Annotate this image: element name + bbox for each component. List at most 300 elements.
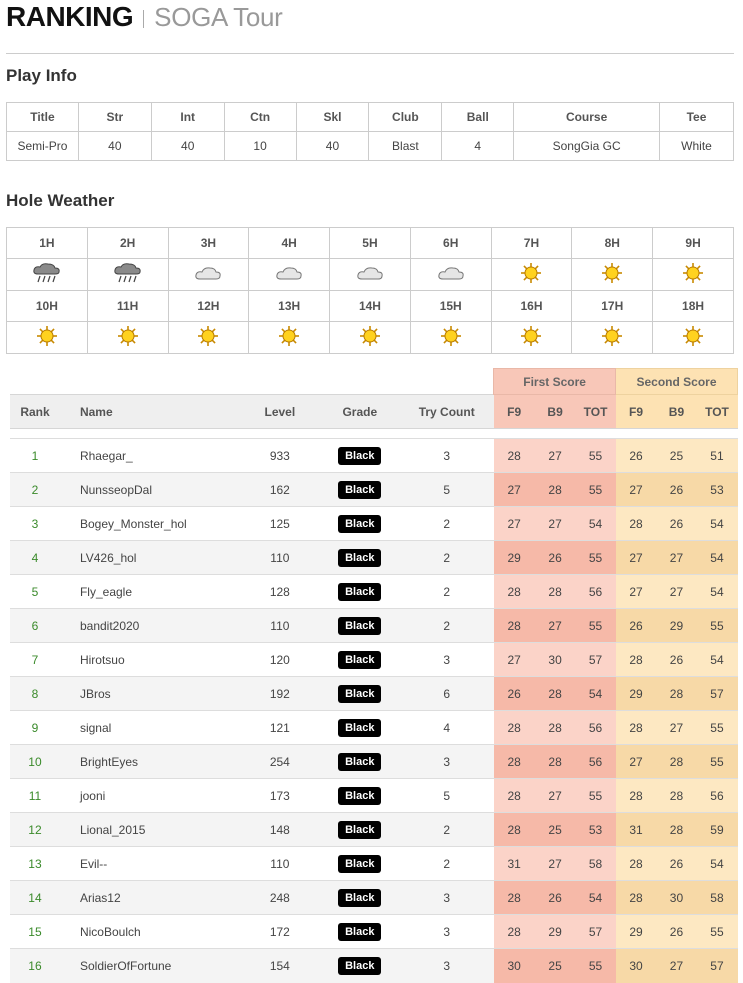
player-name: NunsseopDal: [60, 473, 240, 507]
level-cell: 120: [240, 643, 320, 677]
weather-cell: [7, 322, 88, 354]
col-second-f9: F9: [616, 395, 657, 429]
level-cell: 110: [240, 609, 320, 643]
rank-cell: 4: [10, 541, 60, 575]
grade-badge: Black: [338, 617, 381, 635]
hole-label: 13H: [249, 291, 330, 322]
col-rank: Rank: [10, 395, 60, 429]
grade-cell: [320, 915, 400, 949]
first-f9-cell: 29: [494, 541, 535, 575]
rank-cell: 1: [10, 439, 60, 473]
sun-icon: [601, 262, 623, 287]
first-b9-cell: 28: [535, 711, 576, 745]
table-row[interactable]: [10, 507, 738, 541]
grade-cell: [320, 575, 400, 609]
rank-cell: 8: [10, 677, 60, 711]
first-f9-cell: 28: [494, 915, 535, 949]
table-row[interactable]: [10, 949, 738, 983]
second-f9-cell: 28: [616, 779, 657, 813]
cloud-icon: [437, 264, 465, 285]
sun-icon: [682, 262, 704, 287]
col-ball: Ball: [442, 103, 514, 132]
second-tot-cell: 54: [696, 507, 737, 541]
hole-label: 9H: [653, 228, 734, 259]
weather-icon-row-back: [7, 322, 734, 354]
player-name: Arias12: [60, 881, 240, 915]
level-cell: 172: [240, 915, 320, 949]
player-name: Evil--: [60, 847, 240, 881]
level-cell: 192: [240, 677, 320, 711]
value-int: 40: [151, 132, 224, 161]
first-b9-cell: 30: [535, 643, 576, 677]
ranking-body: [10, 439, 738, 983]
first-b9-cell: 26: [535, 541, 576, 575]
first-tot-cell: 55: [576, 473, 616, 507]
hole-label: 10H: [7, 291, 88, 322]
col-first-tot: TOT: [576, 395, 616, 429]
title-separator: [143, 10, 144, 28]
weather-hole-row-back: [7, 291, 734, 322]
hole-weather-table: [6, 227, 734, 354]
first-b9-cell: 25: [535, 813, 576, 847]
first-f9-cell: 28: [494, 711, 535, 745]
player-name: jooni: [60, 779, 240, 813]
col-course: Course: [514, 103, 660, 132]
weather-cell: [87, 322, 168, 354]
second-b9-cell: 27: [656, 711, 696, 745]
table-row[interactable]: [10, 541, 738, 575]
grade-cell: [320, 949, 400, 983]
try-count-cell: 3: [400, 949, 494, 983]
hole-label: 1H: [7, 228, 88, 259]
table-row[interactable]: [10, 643, 738, 677]
value-title: Semi-Pro: [7, 132, 79, 161]
sun-icon: [440, 325, 462, 350]
grade-cell: [320, 847, 400, 881]
sun-icon: [520, 262, 542, 287]
player-name: signal: [60, 711, 240, 745]
table-row[interactable]: [10, 575, 738, 609]
rank-cell: 14: [10, 881, 60, 915]
try-count-cell: 2: [400, 609, 494, 643]
try-count-cell: 3: [400, 643, 494, 677]
page-header: [6, 0, 283, 36]
grade-badge: Black: [338, 583, 381, 601]
second-b9-cell: 28: [656, 779, 696, 813]
first-tot-cell: 54: [576, 677, 616, 711]
value-str: 40: [78, 132, 151, 161]
second-b9-cell: 27: [656, 949, 696, 983]
second-tot-cell: 55: [696, 915, 737, 949]
sun-icon: [682, 325, 704, 350]
rank-cell: 15: [10, 915, 60, 949]
table-row[interactable]: [10, 473, 738, 507]
grade-cell: [320, 881, 400, 915]
hole-label: 18H: [653, 291, 734, 322]
hole-label: 8H: [572, 228, 653, 259]
sun-icon: [278, 325, 300, 350]
grade-cell: [320, 711, 400, 745]
second-b9-cell: 30: [656, 881, 696, 915]
first-b9-cell: 28: [535, 473, 576, 507]
page-subtitle: SOGA Tour: [154, 2, 283, 32]
first-b9-cell: 28: [535, 677, 576, 711]
col-name: Name: [60, 395, 240, 429]
second-b9-cell: 26: [656, 507, 696, 541]
first-f9-cell: 27: [494, 473, 535, 507]
sun-icon: [117, 325, 139, 350]
level-cell: 154: [240, 949, 320, 983]
col-first-f9: F9: [494, 395, 535, 429]
try-count-cell: 2: [400, 507, 494, 541]
sun-icon: [520, 325, 542, 350]
rank-cell: 13: [10, 847, 60, 881]
value-skl: 40: [296, 132, 369, 161]
grade-badge: Black: [338, 889, 381, 907]
try-count-cell: 4: [400, 711, 494, 745]
sun-icon: [601, 325, 623, 350]
ranking-header-row: [10, 395, 738, 429]
first-b9-cell: 27: [535, 609, 576, 643]
col-tee: Tee: [660, 103, 734, 132]
col-second-tot: TOT: [696, 395, 737, 429]
first-b9-cell: 27: [535, 847, 576, 881]
col-skl: Skl: [296, 103, 369, 132]
second-b9-cell: 26: [656, 643, 696, 677]
second-f9-cell: 29: [616, 915, 657, 949]
first-f9-cell: 27: [494, 507, 535, 541]
hole-label: 4H: [249, 228, 330, 259]
first-score-header: First Score: [494, 369, 616, 395]
col-try-count: Try Count: [400, 395, 494, 429]
first-tot-cell: 56: [576, 745, 616, 779]
play-info-value-row: [7, 132, 734, 161]
hole-label: 2H: [87, 228, 168, 259]
play-info-header-row: [7, 103, 734, 132]
col-title: Title: [7, 103, 79, 132]
grade-badge: Black: [338, 515, 381, 533]
weather-cell: [572, 322, 653, 354]
first-f9-cell: 31: [494, 847, 535, 881]
weather-cell: [653, 322, 734, 354]
second-tot-cell: 51: [696, 439, 737, 473]
second-f9-cell: 27: [616, 541, 657, 575]
second-tot-cell: 54: [696, 541, 737, 575]
first-tot-cell: 55: [576, 779, 616, 813]
try-count-cell: 3: [400, 745, 494, 779]
second-tot-cell: 58: [696, 881, 737, 915]
weather-hole-row-front: [7, 228, 734, 259]
level-cell: 125: [240, 507, 320, 541]
second-b9-cell: 27: [656, 575, 696, 609]
rain-icon: [32, 262, 62, 287]
first-tot-cell: 55: [576, 439, 616, 473]
first-tot-cell: 57: [576, 643, 616, 677]
first-tot-cell: 56: [576, 575, 616, 609]
table-row[interactable]: [10, 609, 738, 643]
rank-cell: 7: [10, 643, 60, 677]
weather-cell: [7, 259, 88, 291]
grade-cell: [320, 439, 400, 473]
grade-cell: [320, 507, 400, 541]
first-b9-cell: 26: [535, 881, 576, 915]
page-title: RANKING: [6, 1, 134, 32]
try-count-cell: 5: [400, 779, 494, 813]
first-tot-cell: 57: [576, 915, 616, 949]
weather-cell: [330, 259, 411, 291]
level-cell: 173: [240, 779, 320, 813]
weather-cell: [168, 322, 249, 354]
ranking-table-wrapper: [10, 368, 738, 983]
second-tot-cell: 57: [696, 949, 737, 983]
player-name: SoldierOfFortune: [60, 949, 240, 983]
grade-badge: Black: [338, 685, 381, 703]
table-row[interactable]: [10, 745, 738, 779]
table-row[interactable]: [10, 779, 738, 813]
rank-cell: 12: [10, 813, 60, 847]
second-f9-cell: 28: [616, 507, 657, 541]
weather-cell: [491, 322, 572, 354]
score-group-row: [10, 369, 738, 395]
first-f9-cell: 28: [494, 575, 535, 609]
first-tot-cell: 55: [576, 541, 616, 575]
grade-cell: [320, 541, 400, 575]
grade-badge: Black: [338, 719, 381, 737]
hole-label: 16H: [491, 291, 572, 322]
col-int: Int: [151, 103, 224, 132]
table-row[interactable]: [10, 881, 738, 915]
hole-weather-heading: Hole Weather: [6, 191, 115, 210]
second-tot-cell: 56: [696, 779, 737, 813]
ranking-table: [10, 368, 738, 983]
first-tot-cell: 53: [576, 813, 616, 847]
first-f9-cell: 28: [494, 439, 535, 473]
first-f9-cell: 28: [494, 745, 535, 779]
second-b9-cell: 28: [656, 745, 696, 779]
second-f9-cell: 28: [616, 643, 657, 677]
level-cell: 121: [240, 711, 320, 745]
first-b9-cell: 25: [535, 949, 576, 983]
value-course: SongGia GC: [514, 132, 660, 161]
first-b9-cell: 28: [535, 745, 576, 779]
second-f9-cell: 29: [616, 677, 657, 711]
rank-cell: 16: [10, 949, 60, 983]
grade-badge: Black: [338, 957, 381, 975]
hole-label: 14H: [330, 291, 411, 322]
col-level: Level: [240, 395, 320, 429]
second-f9-cell: 27: [616, 473, 657, 507]
second-score-header: Second Score: [616, 369, 738, 395]
weather-cell: [410, 322, 491, 354]
hole-label: 6H: [410, 228, 491, 259]
col-ctn: Ctn: [224, 103, 296, 132]
first-f9-cell: 26: [494, 677, 535, 711]
second-f9-cell: 31: [616, 813, 657, 847]
col-club: Club: [369, 103, 442, 132]
grade-cell: [320, 609, 400, 643]
first-tot-cell: 55: [576, 609, 616, 643]
second-tot-cell: 53: [696, 473, 737, 507]
play-info-heading: Play Info: [6, 66, 77, 85]
table-row[interactable]: [10, 813, 738, 847]
table-row[interactable]: [10, 677, 738, 711]
play-info-table: [6, 102, 734, 161]
table-row[interactable]: [10, 711, 738, 745]
level-cell: 110: [240, 847, 320, 881]
weather-cell: [410, 259, 491, 291]
second-b9-cell: 28: [656, 813, 696, 847]
second-tot-cell: 55: [696, 745, 737, 779]
try-count-cell: 3: [400, 881, 494, 915]
first-f9-cell: 27: [494, 643, 535, 677]
grade-badge: Black: [338, 787, 381, 805]
first-b9-cell: 29: [535, 915, 576, 949]
second-f9-cell: 26: [616, 439, 657, 473]
first-tot-cell: 58: [576, 847, 616, 881]
try-count-cell: 3: [400, 439, 494, 473]
first-b9-cell: 28: [535, 575, 576, 609]
first-b9-cell: 27: [535, 439, 576, 473]
grade-badge: Black: [338, 481, 381, 499]
value-ball: 4: [442, 132, 514, 161]
grade-cell: [320, 745, 400, 779]
rank-cell: 5: [10, 575, 60, 609]
grade-badge: Black: [338, 651, 381, 669]
level-cell: 148: [240, 813, 320, 847]
table-row[interactable]: [10, 439, 738, 473]
second-b9-cell: 28: [656, 677, 696, 711]
first-tot-cell: 54: [576, 881, 616, 915]
second-f9-cell: 28: [616, 847, 657, 881]
second-tot-cell: 57: [696, 677, 737, 711]
table-row[interactable]: [10, 847, 738, 881]
rain-icon: [113, 262, 143, 287]
cloud-icon: [194, 264, 222, 285]
rank-cell: 3: [10, 507, 60, 541]
hole-label: 7H: [491, 228, 572, 259]
player-name: Rhaegar_: [60, 439, 240, 473]
sun-icon: [359, 325, 381, 350]
second-b9-cell: 26: [656, 847, 696, 881]
level-cell: 254: [240, 745, 320, 779]
first-f9-cell: 28: [494, 609, 535, 643]
col-second-b9: B9: [656, 395, 696, 429]
second-tot-cell: 54: [696, 847, 737, 881]
second-f9-cell: 27: [616, 745, 657, 779]
value-club: Blast: [369, 132, 442, 161]
try-count-cell: 2: [400, 541, 494, 575]
cloud-icon: [275, 264, 303, 285]
grade-cell: [320, 677, 400, 711]
grade-badge: Black: [338, 447, 381, 465]
try-count-cell: 2: [400, 847, 494, 881]
level-cell: 248: [240, 881, 320, 915]
second-f9-cell: 26: [616, 609, 657, 643]
first-tot-cell: 55: [576, 949, 616, 983]
weather-cell: [653, 259, 734, 291]
sun-icon: [36, 325, 58, 350]
first-b9-cell: 27: [535, 779, 576, 813]
weather-cell: [249, 259, 330, 291]
player-name: Bogey_Monster_hol: [60, 507, 240, 541]
value-ctn: 10: [224, 132, 296, 161]
second-f9-cell: 27: [616, 575, 657, 609]
table-row[interactable]: [10, 915, 738, 949]
hole-label: 12H: [168, 291, 249, 322]
player-name: JBros: [60, 677, 240, 711]
player-name: LV426_hol: [60, 541, 240, 575]
rank-cell: 2: [10, 473, 60, 507]
second-b9-cell: 29: [656, 609, 696, 643]
hole-label: 3H: [168, 228, 249, 259]
first-f9-cell: 30: [494, 949, 535, 983]
second-tot-cell: 59: [696, 813, 737, 847]
player-name: Lional_2015: [60, 813, 240, 847]
col-str: Str: [78, 103, 151, 132]
weather-icon-row-front: [7, 259, 734, 291]
grade-cell: [320, 643, 400, 677]
hole-label: 11H: [87, 291, 168, 322]
grade-badge: Black: [338, 855, 381, 873]
first-f9-cell: 28: [494, 813, 535, 847]
first-b9-cell: 27: [535, 507, 576, 541]
second-tot-cell: 55: [696, 711, 737, 745]
sun-icon: [197, 325, 219, 350]
second-b9-cell: 26: [656, 915, 696, 949]
second-b9-cell: 26: [656, 473, 696, 507]
grade-cell: [320, 779, 400, 813]
player-name: Fly_eagle: [60, 575, 240, 609]
try-count-cell: 6: [400, 677, 494, 711]
try-count-cell: 2: [400, 813, 494, 847]
col-grade: Grade: [320, 395, 400, 429]
second-tot-cell: 55: [696, 609, 737, 643]
hole-label: 15H: [410, 291, 491, 322]
try-count-cell: 3: [400, 915, 494, 949]
weather-cell: [491, 259, 572, 291]
hole-label: 5H: [330, 228, 411, 259]
level-cell: 128: [240, 575, 320, 609]
try-count-cell: 5: [400, 473, 494, 507]
first-tot-cell: 56: [576, 711, 616, 745]
grade-badge: Black: [338, 923, 381, 941]
level-cell: 110: [240, 541, 320, 575]
second-b9-cell: 25: [656, 439, 696, 473]
weather-cell: [87, 259, 168, 291]
player-name: Hirotsuo: [60, 643, 240, 677]
rank-cell: 6: [10, 609, 60, 643]
player-name: BrightEyes: [60, 745, 240, 779]
first-f9-cell: 28: [494, 779, 535, 813]
second-tot-cell: 54: [696, 643, 737, 677]
level-cell: 933: [240, 439, 320, 473]
rank-cell: 10: [10, 745, 60, 779]
hole-label: 17H: [572, 291, 653, 322]
second-f9-cell: 30: [616, 949, 657, 983]
player-name: NicoBoulch: [60, 915, 240, 949]
grade-badge: Black: [338, 821, 381, 839]
second-f9-cell: 28: [616, 711, 657, 745]
grade-cell: [320, 813, 400, 847]
rank-cell: 9: [10, 711, 60, 745]
col-first-b9: B9: [535, 395, 576, 429]
weather-cell: [330, 322, 411, 354]
level-cell: 162: [240, 473, 320, 507]
header-divider: [6, 53, 734, 54]
first-f9-cell: 28: [494, 881, 535, 915]
player-name: bandit2020: [60, 609, 240, 643]
rank-cell: 11: [10, 779, 60, 813]
